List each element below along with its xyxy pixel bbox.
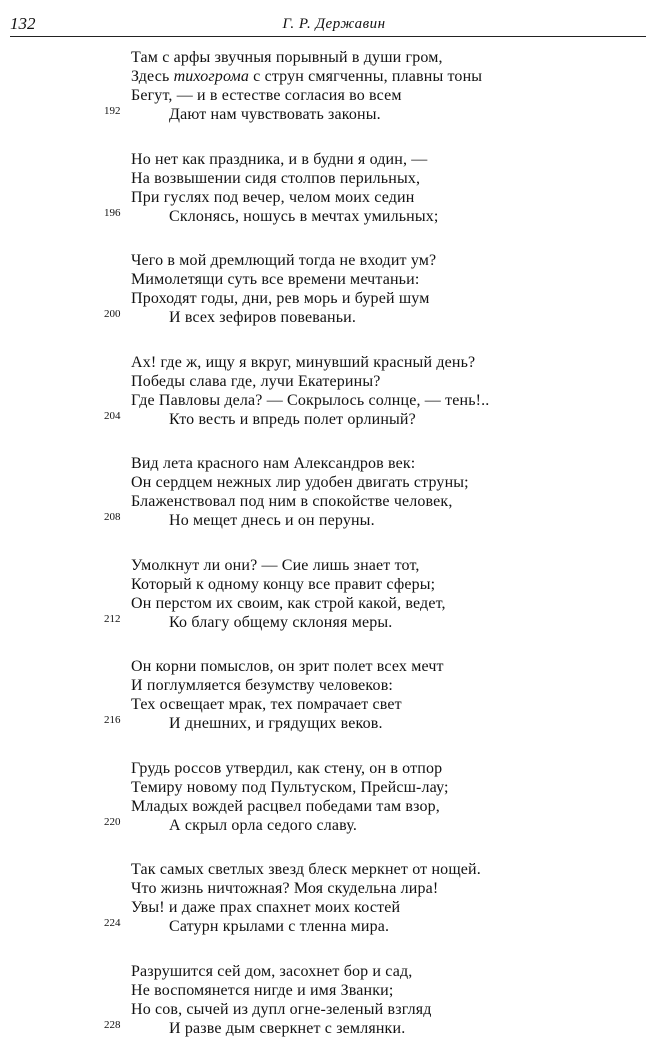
verse-line: Блаженствовал под ним в спокойстве человек,	[131, 493, 453, 510]
stanza	[104, 454, 668, 530]
line-number: 208	[104, 511, 121, 523]
page-number: 132	[10, 14, 36, 33]
verse-line: И всех зефиров повеваньи.	[169, 309, 357, 326]
verse-line: На возвышении сидя столпов перильных,	[131, 169, 421, 187]
stanza	[104, 759, 668, 835]
poem-body	[0, 48, 668, 1063]
verse-line: А скрыл орла седого славу.	[169, 816, 358, 834]
verse-line: Не воспомянется нигде и имя Званки;	[131, 981, 394, 999]
stanza	[104, 962, 668, 1038]
verse-line: Где Павловы дела? — Сокрылось солнце, — тень!..	[131, 391, 490, 409]
line-number: 192	[104, 105, 121, 117]
verse-line: Так самых светлых звезд блеск меркнет от нощей.	[131, 861, 481, 878]
header-rule	[10, 36, 646, 37]
verse-line: Грудь россов утвердил, как стену, он в отпор	[131, 759, 443, 777]
verse-line: Ко благу общему склоняя меры.	[169, 613, 393, 631]
verse-line: Который к одному концу все правит сферы;	[131, 575, 436, 593]
verse-line: При гуслях под вечер, челом моих седин	[131, 188, 415, 206]
line-number: 200	[104, 308, 121, 320]
verse-line: Он корни помыслов, он зрит полет всех мечт	[131, 658, 444, 675]
stanza	[104, 860, 668, 936]
verse-line: Проходят годы, дни, рев морь и бурей шум	[131, 290, 430, 307]
verse-line: Он перстом их своим, как строй какой, ведет,	[131, 594, 446, 612]
line-number: 196	[104, 206, 121, 219]
line-number: 220	[104, 815, 121, 828]
stanza	[104, 556, 668, 632]
verse-line: Чего в мой дремлющий тогда не входит ум?	[131, 252, 437, 269]
verse-line: Кто весть и впредь полет орлиный?	[169, 410, 416, 428]
verse-line: Младых вождей расцвел победами там взор,	[131, 797, 440, 815]
verse-line: Но сов, сычей из дупл огне-зеленый взгляд	[131, 1000, 432, 1018]
verse-line: Склонясь, ношусь в мечтах умильных;	[169, 207, 439, 225]
stanza	[104, 150, 668, 226]
verse-line: Что жизнь ничтожная? Моя скудельна лира!	[131, 880, 439, 897]
line-number: 228	[104, 1018, 121, 1031]
running-title: Г. Р. Державин	[282, 16, 386, 32]
verse-line: Тех освещает мрак, тех помрачает свет	[131, 696, 402, 713]
stanza	[104, 251, 668, 327]
verse-line: Победы слава где, лучи Екатерины?	[131, 372, 381, 390]
verse-line: Умолкнут ли они? — Сие лишь знает тот,	[131, 556, 420, 574]
line-number: 216	[104, 714, 121, 726]
verse-line: И разве дым сверкнет с землянки.	[169, 1019, 406, 1037]
verse-line: Вид лета красного нам Александров век:	[131, 455, 416, 472]
verse-line: И поглумляется безумству человеков:	[131, 677, 393, 694]
verse-line: Дают нам чувствовать законы.	[169, 106, 381, 123]
verse-line: Но нет как праздника, и в будни я один, —	[131, 150, 428, 168]
stanza	[104, 48, 668, 124]
line-number: 212	[104, 612, 121, 625]
verse-line: Увы! и даже прах спахнет моих костей	[131, 899, 401, 916]
verse-line: Там с арфы звучныя порывный в души гром,	[131, 49, 443, 66]
verse-line: Мимолетящи суть все времени мечтаньи:	[131, 271, 420, 288]
verse-line: Разрушится сей дом, засохнет бор и сад,	[131, 962, 413, 980]
stanza	[104, 657, 668, 733]
line-number: 204	[104, 409, 121, 422]
verse-line: Бегут, — и в естестве согласия во всем	[131, 87, 402, 104]
line-number: 224	[104, 917, 121, 929]
verse-line: Здесь тихогрома с струн смягченны, плавны тоны	[131, 68, 483, 85]
verse-line: И днешних, и грядущих веков.	[169, 715, 383, 732]
verse-line: Темиру новому под Пультуском, Прейсш-лау;	[131, 778, 449, 796]
stanza	[104, 353, 668, 429]
verse-line: Он сердцем нежных лир удобен двигать струны;	[131, 474, 469, 491]
verse-line: Сатурн крылами с тленна мира.	[169, 918, 390, 935]
verse-line: Но мещет днесь и он перуны.	[169, 512, 375, 529]
verse-line: Ах! где ж, ищу я вкруг, минувший красный день?	[131, 353, 476, 371]
